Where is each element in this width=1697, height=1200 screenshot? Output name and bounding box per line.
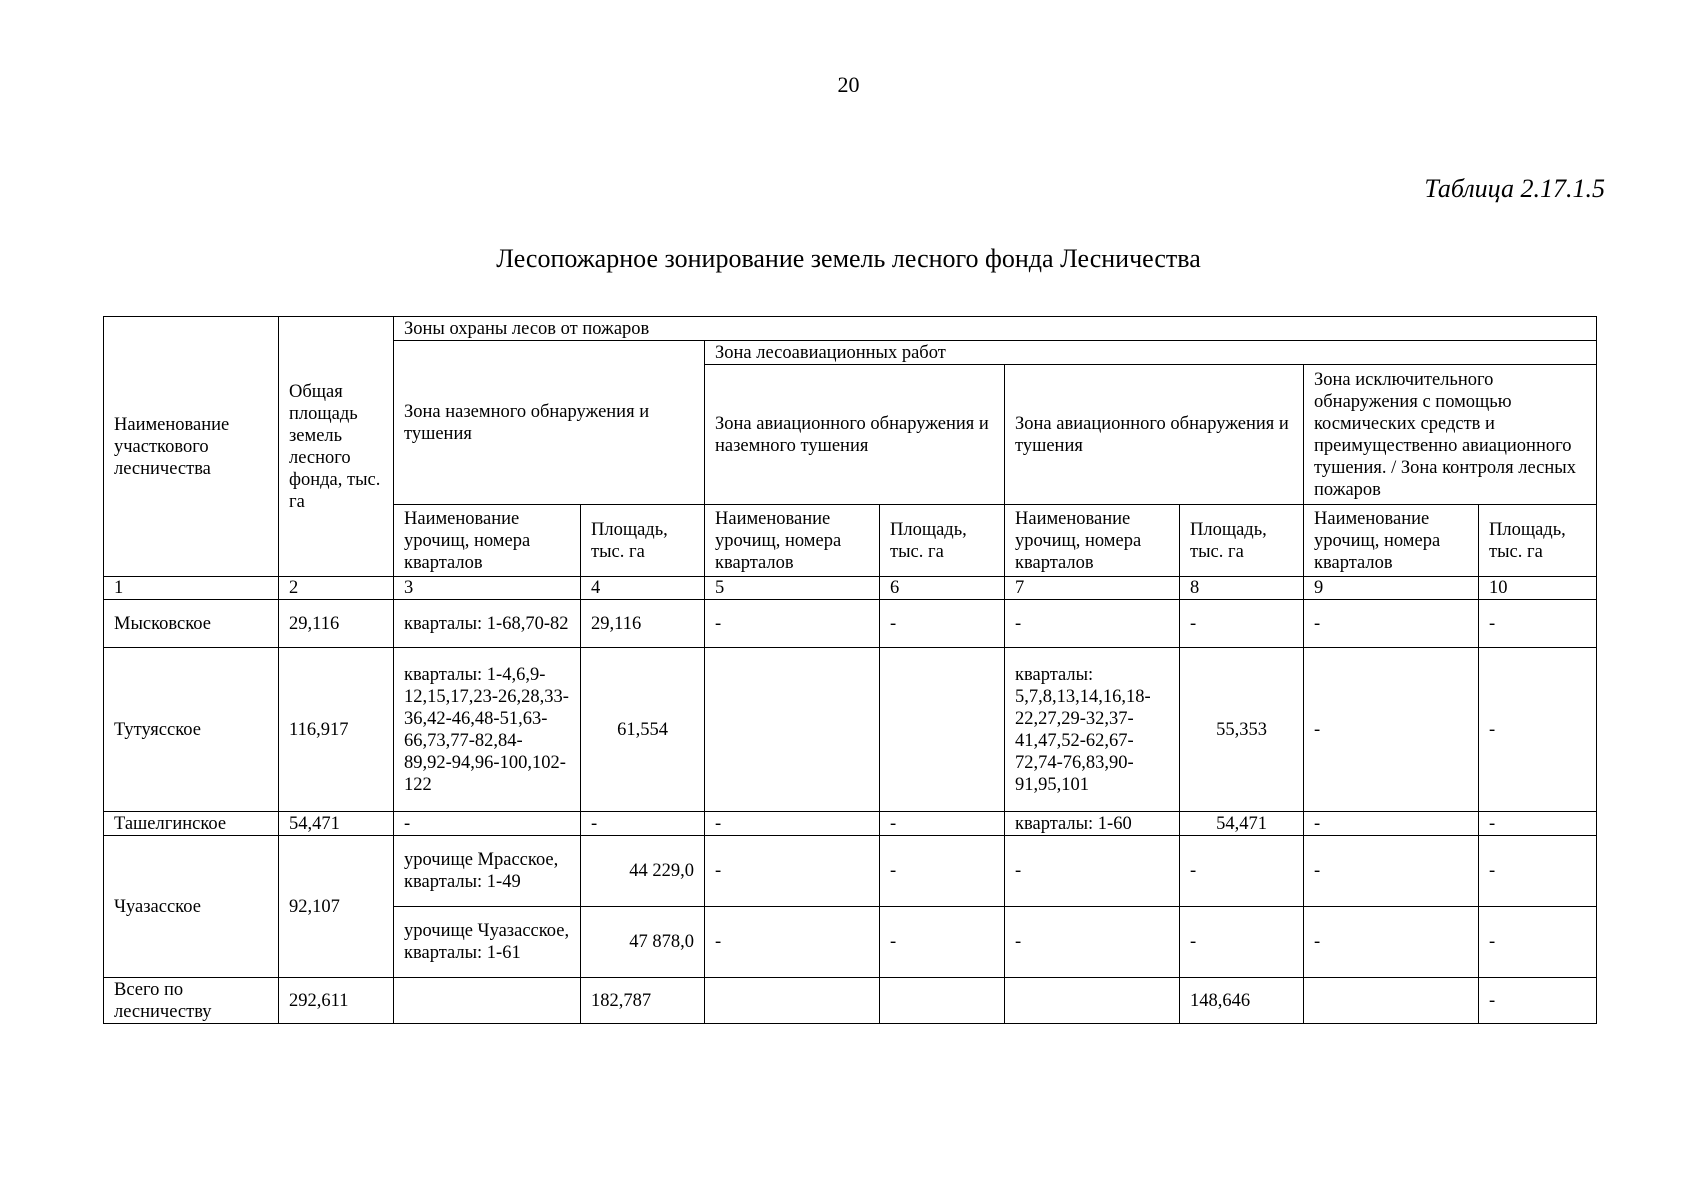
row-total: 292,611 (279, 978, 394, 1024)
row-name: Чуазасское (104, 836, 279, 978)
column-number: 8 (1180, 577, 1304, 600)
cell-quarters: кварталы: 5,7,8,13,14,16,18-22,27,29-32,37-41,47,52-62,67-72,74-76,83,90-91,95,101 (1005, 648, 1180, 812)
column-number: 2 (279, 577, 394, 600)
cell-value: - (1479, 978, 1597, 1024)
cell-value: - (1479, 907, 1597, 978)
cell-quarters: кварталы: 1-4,6,9-12,15,17,23-26,28,33-36,42-46,48-51,63-66,73,77-82,84-89,92-94,96-100,102-122 (394, 648, 581, 812)
cell-value: - (1479, 648, 1597, 812)
document-title: Лесопожарное зонирование земель лесного фонда Лесничества (496, 244, 1201, 273)
cell-value: - (705, 600, 880, 648)
row-name: Тутуясское (104, 648, 279, 812)
row-total: 92,107 (279, 836, 394, 978)
cell-quarters: урочище Мрасское, кварталы: 1-49 (394, 836, 581, 907)
header-sub-name: Наименование урочищ, номера кварталов (1304, 505, 1479, 577)
header-sub-name: Наименование урочищ, номера кварталов (1005, 505, 1180, 577)
cell-area: 148,646 (1180, 978, 1304, 1024)
cell-value: - (1304, 907, 1479, 978)
header-avia-works-zone: Зона лесоавиационных работ (705, 341, 1597, 365)
cell-value: - (1180, 600, 1304, 648)
cell-area: 29,116 (581, 600, 705, 648)
cell-value: - (705, 836, 880, 907)
cell-value: - (705, 907, 880, 978)
cell-empty (880, 978, 1005, 1024)
row-total: 29,116 (279, 600, 394, 648)
header-section-name: Наименование участкового лесничества (104, 317, 279, 577)
header-fire-protection-zones: Зоны охраны лесов от пожаров (394, 317, 1597, 341)
header-sub-area: Площадь, тыс. га (1479, 505, 1597, 577)
table-label: Таблица 2.17.1.5 (1424, 174, 1605, 203)
cell-value: - (1304, 600, 1479, 648)
header-sub-area: Площадь, тыс. га (1180, 505, 1304, 577)
column-number: 7 (1005, 577, 1180, 600)
row-total: 54,471 (279, 812, 394, 836)
row-name: Мысковское (104, 600, 279, 648)
row-name: Ташелгинское (104, 812, 279, 836)
column-number: 9 (1304, 577, 1479, 600)
column-number: 1 (104, 577, 279, 600)
cell-value: - (1180, 907, 1304, 978)
cell-empty (705, 648, 880, 812)
header-avia-ground-zone: Зона авиационного обнаружения и наземного тушения (705, 365, 1005, 505)
cell-area: 182,787 (581, 978, 705, 1024)
column-number: 5 (705, 577, 880, 600)
cell-value: - (1304, 812, 1479, 836)
cell-value: - (1005, 836, 1180, 907)
cell-value: - (581, 812, 705, 836)
cell-value: - (880, 812, 1005, 836)
header-sub-name: Наименование урочищ, номера кварталов (705, 505, 880, 577)
header-sub-area: Площадь, тыс. га (581, 505, 705, 577)
cell-area: 55,353 (1180, 648, 1304, 812)
cell-area: 61,554 (581, 648, 705, 812)
cell-empty (1304, 978, 1479, 1024)
cell-quarters: урочище Чуазасское, кварталы: 1-61 (394, 907, 581, 978)
table-row (104, 836, 1597, 907)
cell-value: - (394, 812, 581, 836)
header-ground-zone: Зона наземного обнаружения и тушения (394, 341, 705, 505)
column-number: 4 (581, 577, 705, 600)
header-total-area: Общая площадь земель лесного фонда, тыс. га (279, 317, 394, 577)
table-row (104, 812, 1597, 836)
cell-value: - (1180, 836, 1304, 907)
column-number-row (104, 577, 1597, 600)
cell-value: - (880, 836, 1005, 907)
cell-value: - (1005, 600, 1180, 648)
cell-quarters: кварталы: 1-68,70-82 (394, 600, 581, 648)
cell-value: - (705, 812, 880, 836)
table-row (104, 648, 1597, 812)
cell-value: - (1479, 812, 1597, 836)
row-name: Всего по лесничеству (104, 978, 279, 1024)
cell-empty (394, 978, 581, 1024)
header-sub-area: Площадь, тыс. га (880, 505, 1005, 577)
header-space-zone: Зона исключительного обнаружения с помощью космических средств и преимущественно авиационного тушения. / Зона контроля лесных пожаров (1304, 365, 1597, 505)
table-row-total (104, 978, 1597, 1024)
column-number: 10 (1479, 577, 1597, 600)
cell-value: - (1479, 836, 1597, 907)
cell-empty (880, 648, 1005, 812)
cell-empty (1005, 978, 1180, 1024)
cell-value: - (1005, 907, 1180, 978)
cell-quarters: кварталы: 1-60 (1005, 812, 1180, 836)
cell-value: - (1479, 600, 1597, 648)
table-row (104, 600, 1597, 648)
cell-area: 54,471 (1180, 812, 1304, 836)
cell-value: - (880, 600, 1005, 648)
header-sub-name: Наименование урочищ, номера кварталов (394, 505, 581, 577)
header-avia-zone: Зона авиационного обнаружения и тушения (1005, 365, 1304, 505)
column-number: 3 (394, 577, 581, 600)
cell-area: 44 229,0 (581, 836, 705, 907)
row-total: 116,917 (279, 648, 394, 812)
cell-value: - (1304, 836, 1479, 907)
cell-value: - (880, 907, 1005, 978)
cell-value: - (1304, 648, 1479, 812)
column-number: 6 (880, 577, 1005, 600)
cell-area: 47 878,0 (581, 907, 705, 978)
page-number: 20 (837, 72, 860, 97)
cell-empty (705, 978, 880, 1024)
forest-fire-zoning-table (103, 316, 1597, 1024)
